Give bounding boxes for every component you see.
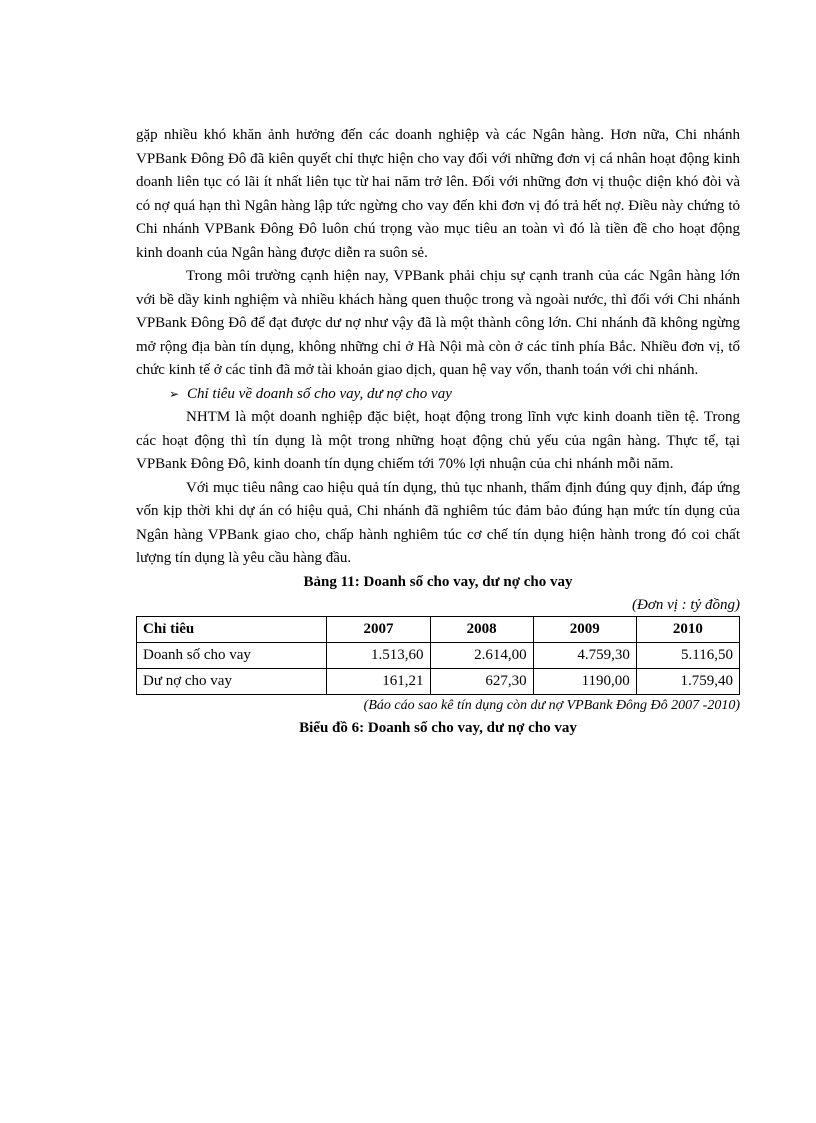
header-cell: 2007 xyxy=(327,616,430,642)
table-cell: 1.759,40 xyxy=(636,668,739,694)
paragraph-3: NHTM là một doanh nghiệp đặc biệt, hoạt động trong lĩnh vực kinh doanh tiền tệ. Trong các hoạt động thì tín dụng là một trong những hoạt động chủ yếu của ngân hàng. Thực tế, tại VPBank Đông Đô, kinh doanh tín dụng chiếm tới 70% lợi nhuận của chi nhánh mỗi năm. xyxy=(136,409,740,472)
table-cell: 1190,00 xyxy=(533,668,636,694)
section-heading xyxy=(136,383,740,407)
table-header-row xyxy=(137,616,740,642)
chart-caption: Biểu đồ 6: Doanh số cho vay, dư nợ cho vay xyxy=(299,719,577,736)
table-cell: 2.614,00 xyxy=(430,642,533,668)
table-caption: Bảng 11: Doanh số cho vay, dư nợ cho vay xyxy=(303,573,573,590)
table-cell: 627,30 xyxy=(430,668,533,694)
header-cell: 2009 xyxy=(533,616,636,642)
header-cell: Chỉ tiêu xyxy=(137,616,327,642)
header-cell: 2010 xyxy=(636,616,739,642)
document-page xyxy=(136,124,740,740)
table-cell: 5.116,50 xyxy=(636,642,739,668)
paragraph-4: Với mục tiêu nâng cao hiệu quả tín dụng, thủ tục nhanh, thẩm định đúng quy định, đáp ứng vốn kịp thời khi dự án có hiệu quả, Chi nhánh đã nghiêm túc đảm bảo đúng hạn mức tín dụng của Ngân hàng VPBank giao cho, chấp hành nghiêm túc cơ chế tín dụng hiện hành trong đó coi chất lượng tín dụng là yêu cầu hàng đầu. xyxy=(136,479,740,566)
table-cell: 4.759,30 xyxy=(533,642,636,668)
table-row xyxy=(137,642,740,668)
header-cell: 2008 xyxy=(430,616,533,642)
row-label: Doanh số cho vay xyxy=(137,642,327,668)
row-label: Dư nợ cho vay xyxy=(137,668,327,694)
paragraph-2: Trong môi trường cạnh hiện nay, VPBank phải chịu sự cạnh tranh của các Ngân hàng lớn với bề dầy kinh nghiệm và nhiều khách hàng quen thuộc trong và ngoài nước, thì đối với Chi nhánh VPBank Đông Đô để đạt được dư nợ như vậy đã là một thành công lớn. Chi nhánh đã không ngừng mở rộng địa bàn tín dụng, không những chỉ ở Hà Nội mà còn ở các tỉnh phía Bắc. Nhiều đơn vị, tổ chức kinh tế ở các tỉnh đã mở tài khoản giao dịch, quan hệ vay vốn, thanh toán với chi nhánh. xyxy=(136,268,740,378)
section-heading-text: Chỉ tiêu về doanh số cho vay, dư nợ cho vay xyxy=(187,385,452,402)
table-unit: (Đơn vị : tỷ đồng) xyxy=(632,596,740,613)
table-source: (Báo cáo sao kê tín dụng còn dư nợ VPBank Đông Đô 2007 -2010) xyxy=(363,697,740,713)
table-cell: 1.513,60 xyxy=(327,642,430,668)
loan-table xyxy=(136,616,740,695)
table-cell: 161,21 xyxy=(327,668,430,694)
arrow-bullet-icon: ➢ xyxy=(169,386,180,401)
table-row xyxy=(137,668,740,694)
paragraph-1: gặp nhiều khó khăn ảnh hưởng đến các doanh nghiệp và các Ngân hàng. Hơn nữa, Chi nhánh VPBank Đông Đô đã kiên quyết chỉ thực hiện cho vay đối với những đơn vị cá nhân hoạt động kinh doanh liên tục có lãi ít nhất liên tục từ hai năm trở lên. Đối với những đơn vị thuộc diện khó đòi và có nợ quá hạn thì Ngân hàng lập tức ngừng cho vay đến khi đơn vị đó trả hết nợ. Điều này chứng tỏ Chi nhánh VPBank Đông Đô luôn chú trọng vào mục tiêu an toàn vì đó là tiền đề cho hoạt động kinh doanh của Ngân hàng được diễn ra suôn sẻ. xyxy=(136,127,740,261)
